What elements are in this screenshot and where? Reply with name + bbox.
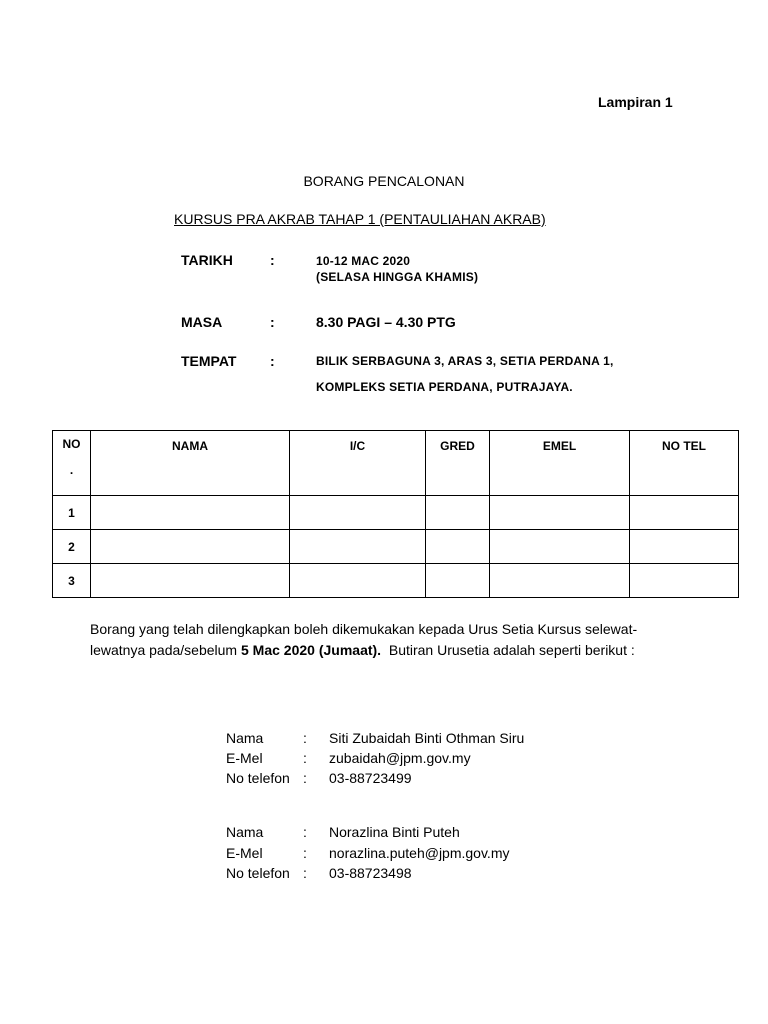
time-value: 8.30 PAGI – 4.30 PTG — [316, 314, 456, 330]
colon: : — [303, 845, 307, 861]
colon: : — [303, 730, 307, 746]
row-number: 3 — [53, 564, 91, 598]
colon: : — [303, 750, 307, 766]
cell-notel[interactable] — [630, 564, 739, 598]
cell-nama[interactable] — [91, 496, 290, 530]
cell-emel[interactable] — [490, 564, 630, 598]
header-emel: EMEL — [490, 431, 630, 496]
contact-name-label: Nama — [226, 730, 264, 746]
cell-emel[interactable] — [490, 530, 630, 564]
header-gred: GRED — [426, 431, 490, 496]
contact-phone-label: No telefon — [226, 770, 290, 786]
header-no-dot: . — [69, 463, 74, 477]
colon: : — [303, 865, 307, 881]
contact-name: Siti Zubaidah Binti Othman Siru — [329, 730, 525, 746]
cell-emel[interactable] — [490, 496, 630, 530]
nomination-table — [52, 430, 739, 598]
contact-email-label: E-Mel — [226, 750, 263, 766]
header-nama: NAMA — [91, 431, 290, 496]
course-title: KURSUS PRA AKRAB TAHAP 1 (PENTAULIAHAN AKRAB) — [174, 211, 546, 227]
row-number: 1 — [53, 496, 91, 530]
venue-line1: BILIK SERBAGUNA 3, ARAS 3, SETIA PERDANA 1, — [316, 354, 614, 368]
table-header-row — [53, 431, 739, 496]
venue-colon: : — [270, 353, 275, 369]
appendix-label: Lampiran 1 — [598, 94, 673, 110]
contact-phone: 03-88723499 — [329, 770, 412, 786]
date-days: (SELASA HINGGA KHAMIS) — [316, 270, 479, 284]
cell-gred[interactable] — [426, 530, 490, 564]
paragraph-text-2: Butiran Urusetia adalah seperti berikut : — [381, 642, 635, 658]
cell-gred[interactable] — [426, 496, 490, 530]
table-row — [53, 496, 739, 530]
paragraph-text-1: Borang yang telah dilengkapkan boleh dikemukakan kepada Urus Setia Kursus selewat-lewatnya pada/sebelum — [90, 621, 638, 658]
contact-name-label: Nama — [226, 824, 264, 840]
cell-ic[interactable] — [290, 530, 426, 564]
header-ic: I/C — [290, 431, 426, 496]
cell-notel[interactable] — [630, 496, 739, 530]
colon: : — [303, 770, 307, 786]
cell-nama[interactable] — [91, 564, 290, 598]
cell-ic[interactable] — [290, 564, 426, 598]
header-no — [53, 431, 91, 496]
colon: : — [303, 824, 307, 840]
time-colon: : — [270, 314, 275, 330]
cell-ic[interactable] — [290, 496, 426, 530]
contact-email-label: E-Mel — [226, 845, 263, 861]
cell-notel[interactable] — [630, 530, 739, 564]
date-colon: : — [270, 252, 275, 268]
date-label: TARIKH — [181, 252, 233, 268]
cell-gred[interactable] — [426, 564, 490, 598]
contact-email[interactable]: zubaidah@jpm.gov.my — [329, 750, 471, 766]
deadline-date: 5 Mac 2020 (Jumaat). — [241, 642, 382, 658]
row-number: 2 — [53, 530, 91, 564]
table-row — [53, 564, 739, 598]
time-label: MASA — [181, 314, 223, 330]
form-title: BORANG PENCALONAN — [303, 173, 465, 189]
contact-phone: 03-88723498 — [329, 865, 412, 881]
contact-name: Norazlina Binti Puteh — [329, 824, 460, 840]
instruction-paragraph — [90, 619, 690, 661]
contact-email[interactable]: norazlina.puteh@jpm.gov.my — [329, 845, 510, 861]
venue-label: TEMPAT — [181, 353, 237, 369]
table-row — [53, 530, 739, 564]
date-value: 10-12 MAC 2020 — [316, 254, 411, 268]
header-notel: NO TEL — [630, 431, 739, 496]
venue-line2: KOMPLEKS SETIA PERDANA, PUTRAJAYA. — [316, 380, 573, 394]
cell-nama[interactable] — [91, 530, 290, 564]
contact-phone-label: No telefon — [226, 865, 290, 881]
header-no-text: NO — [62, 437, 81, 451]
